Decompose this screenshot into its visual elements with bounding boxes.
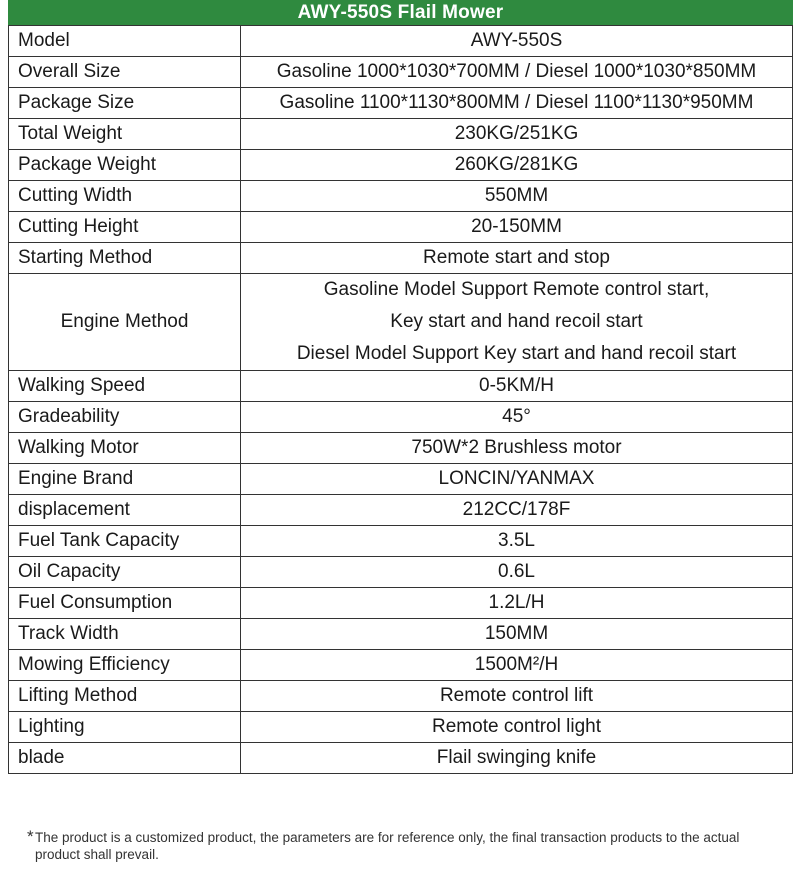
engine-method-line: Key start and hand recoil start [390, 311, 643, 332]
table-row [9, 526, 793, 557]
row-label: Mowing Efficiency [9, 650, 241, 681]
row-label: Oil Capacity [9, 557, 241, 588]
row-label: blade [9, 743, 241, 774]
row-label: Lighting [9, 712, 241, 743]
row-value-multiline [241, 274, 793, 371]
row-value: 1500M²/H [241, 650, 793, 681]
row-label: Cutting Width [9, 181, 241, 212]
table-row [9, 743, 793, 774]
row-label: Fuel Consumption [9, 588, 241, 619]
table-row [9, 181, 793, 212]
table-row [9, 402, 793, 433]
row-value: Gasoline 1100*1130*800MM / Diesel 1100*1130*950MM [241, 88, 793, 119]
table-row [9, 371, 793, 402]
spec-table-body [9, 26, 793, 774]
table-row [9, 88, 793, 119]
row-value: 0-5KM/H [241, 371, 793, 402]
row-value: Remote control light [241, 712, 793, 743]
row-label: Engine Method [9, 274, 241, 371]
engine-method-line: Diesel Model Support Key start and hand recoil start [296, 343, 737, 364]
table-row [9, 712, 793, 743]
row-label: Model [9, 26, 241, 57]
row-label: Lifting Method [9, 681, 241, 712]
row-label: displacement [9, 495, 241, 526]
row-label: Overall Size [9, 57, 241, 88]
engine-method-line: Gasoline Model Support Remote control start, [323, 279, 710, 300]
spec-table [8, 25, 793, 774]
row-value: 260KG/281KG [241, 150, 793, 181]
table-row-engine-method [9, 274, 793, 371]
table-row [9, 495, 793, 526]
row-value: Flail swinging knife [241, 743, 793, 774]
disclaimer-note [27, 827, 775, 863]
spec-sheet [8, 0, 793, 774]
row-label: Total Weight [9, 119, 241, 150]
table-row [9, 557, 793, 588]
table-title: AWY-550S Flail Mower [8, 0, 793, 25]
row-value: 750W*2 Brushless motor [241, 433, 793, 464]
row-value: 20-150MM [241, 212, 793, 243]
table-row [9, 464, 793, 495]
row-label: Starting Method [9, 243, 241, 274]
row-label: Gradeability [9, 402, 241, 433]
row-value: 230KG/251KG [241, 119, 793, 150]
disclaimer-text: The product is a customized product, the parameters are for reference only, the final transaction products to the actual product shall prevail. [35, 830, 740, 862]
row-label: Track Width [9, 619, 241, 650]
row-value: 550MM [241, 181, 793, 212]
table-row [9, 26, 793, 57]
row-label: Package Size [9, 88, 241, 119]
table-row [9, 681, 793, 712]
table-row [9, 588, 793, 619]
row-value: 150MM [241, 619, 793, 650]
table-row [9, 433, 793, 464]
row-label: Cutting Height [9, 212, 241, 243]
row-label: Walking Motor [9, 433, 241, 464]
row-value: Remote control lift [241, 681, 793, 712]
row-value: 1.2L/H [241, 588, 793, 619]
row-value: Remote start and stop [241, 243, 793, 274]
row-value: 45° [241, 402, 793, 433]
table-row [9, 619, 793, 650]
table-row [9, 119, 793, 150]
row-label: Walking Speed [9, 371, 241, 402]
table-row [9, 57, 793, 88]
row-value: 3.5L [241, 526, 793, 557]
row-label: Fuel Tank Capacity [9, 526, 241, 557]
table-row [9, 212, 793, 243]
row-label: Package Weight [9, 150, 241, 181]
table-row [9, 243, 793, 274]
row-label: Engine Brand [9, 464, 241, 495]
row-value: 0.6L [241, 557, 793, 588]
row-value: LONCIN/YANMAX [241, 464, 793, 495]
row-value: AWY-550S [241, 26, 793, 57]
table-row [9, 150, 793, 181]
asterisk: * [27, 827, 34, 846]
table-row [9, 650, 793, 681]
row-value: 212CC/178F [241, 495, 793, 526]
row-value: Gasoline 1000*1030*700MM / Diesel 1000*1030*850MM [241, 57, 793, 88]
